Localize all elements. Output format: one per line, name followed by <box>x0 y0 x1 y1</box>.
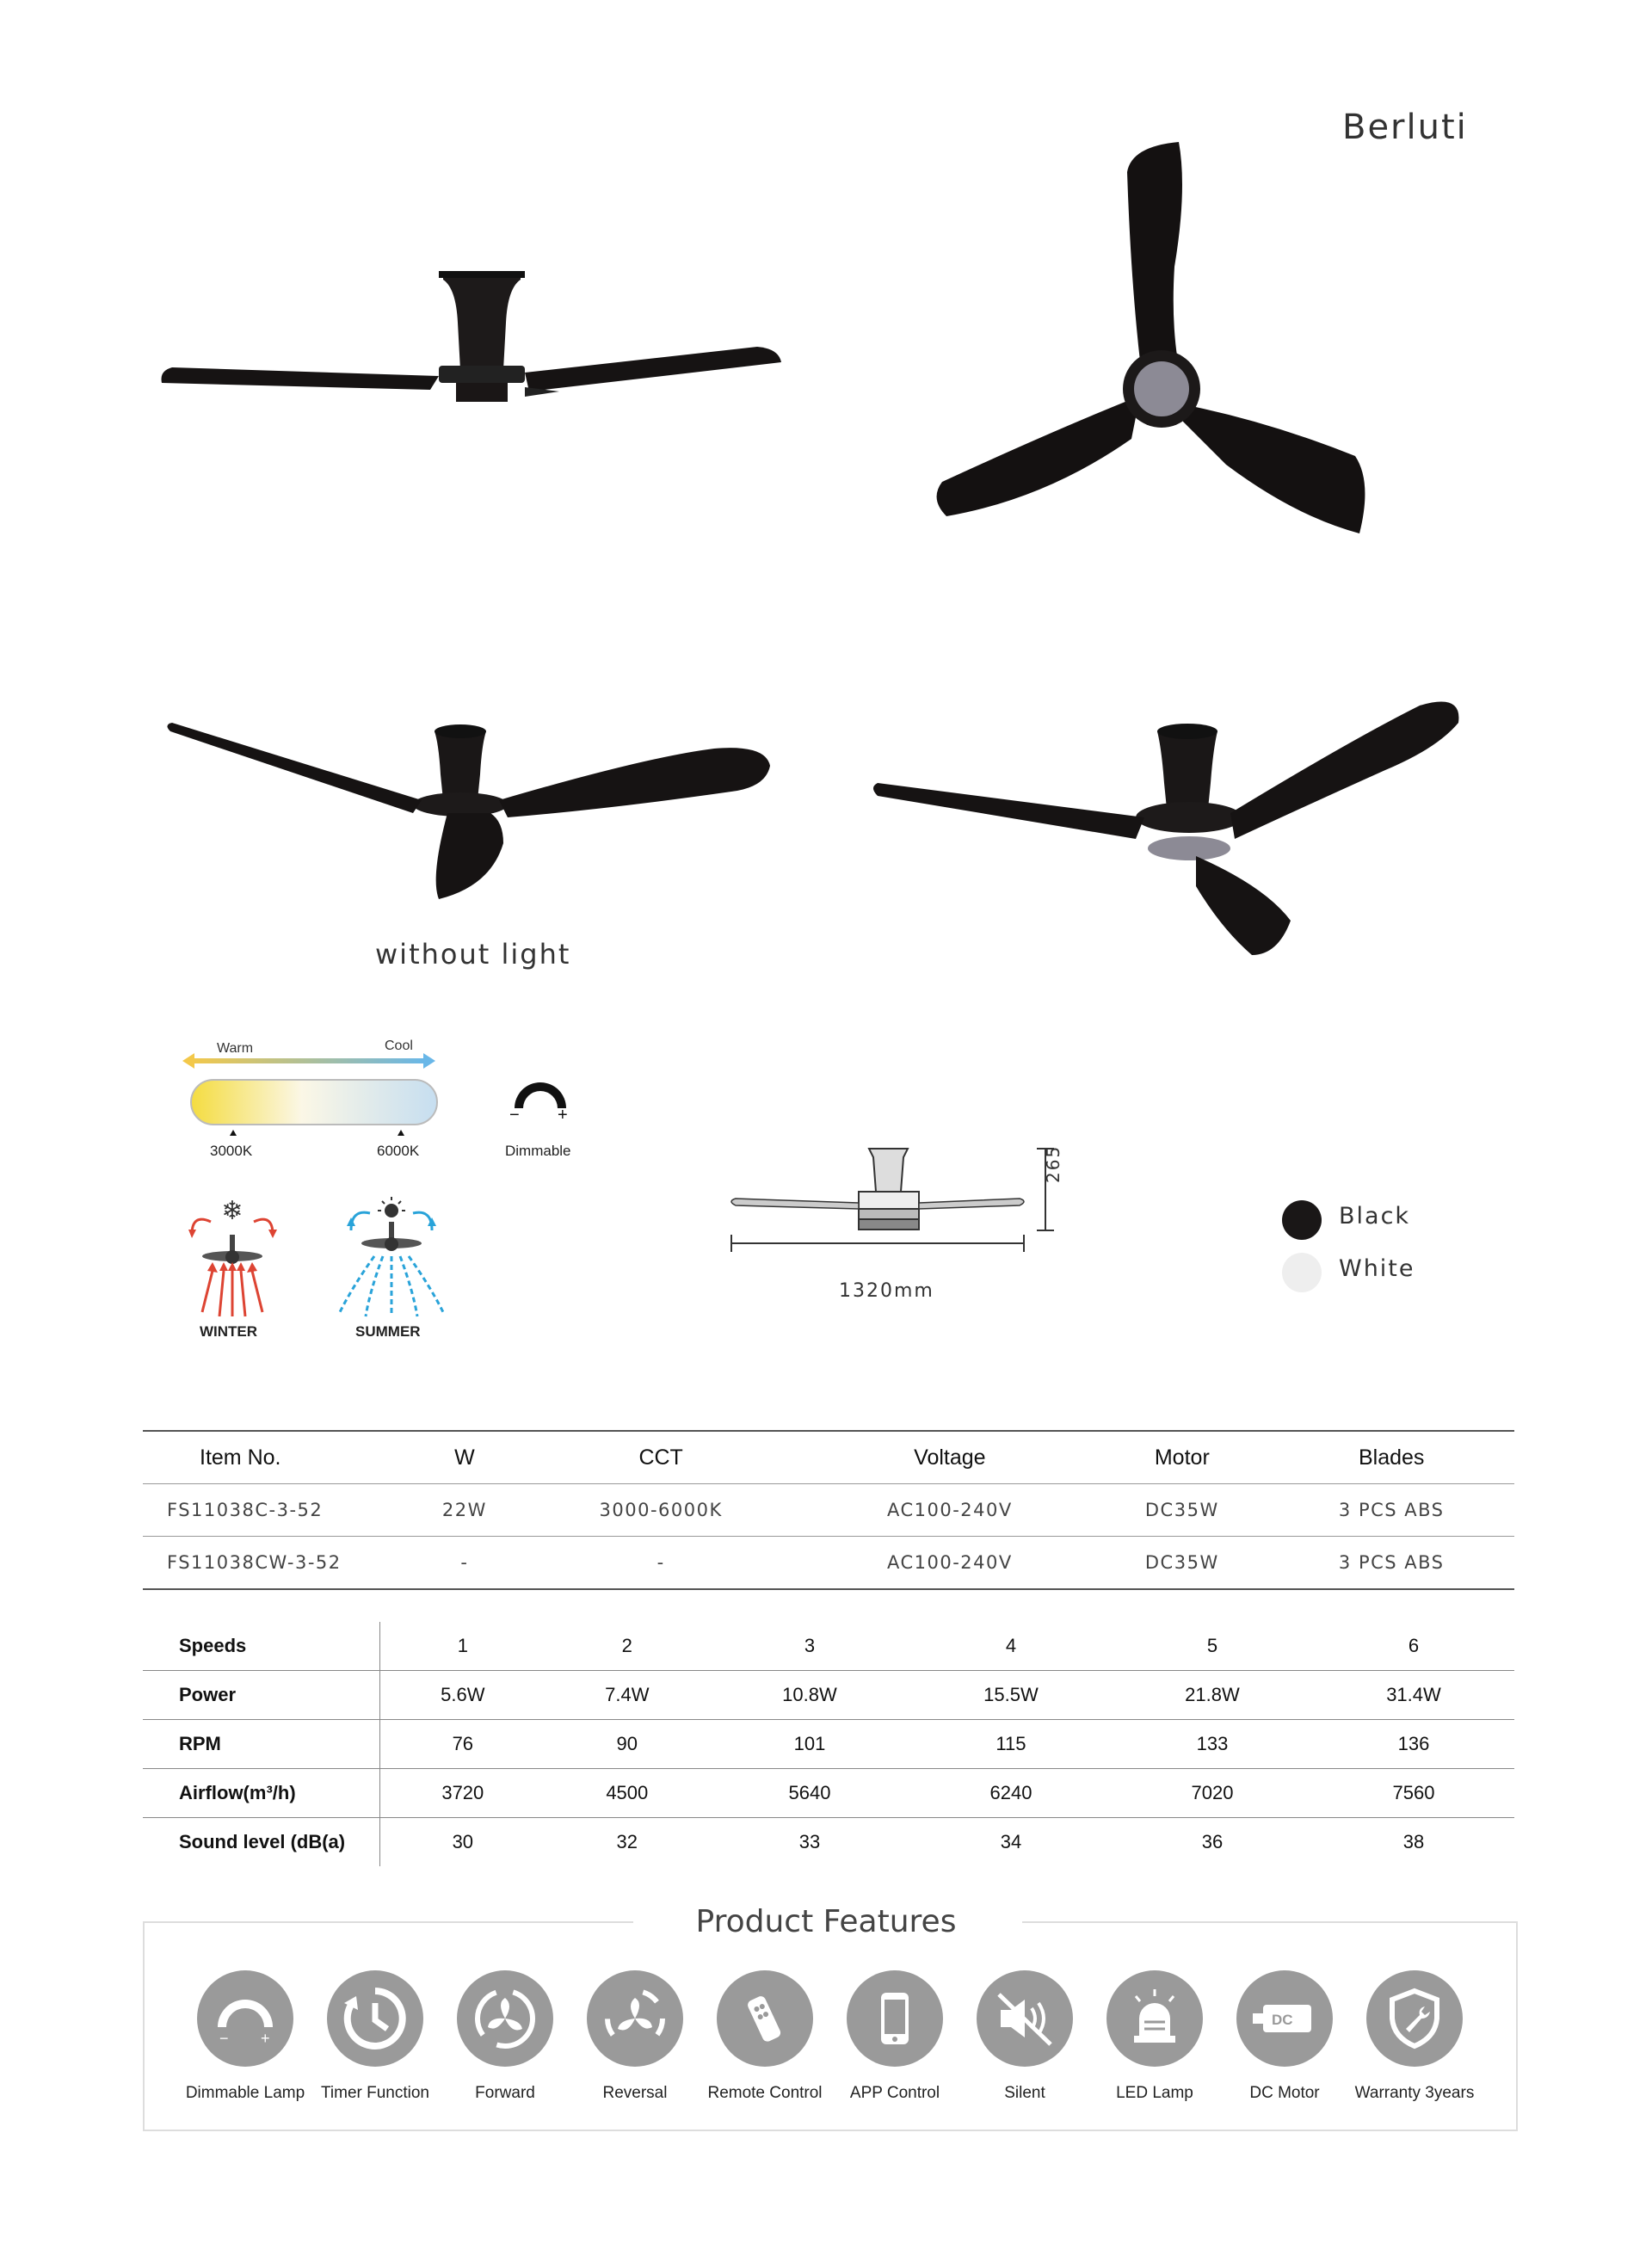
dimmable-icon <box>197 1970 293 2067</box>
table-row <box>143 1720 1514 1769</box>
dc-motor-icon <box>1236 1970 1333 2067</box>
speed-cell: 136 <box>1313 1720 1514 1769</box>
feature-item <box>1349 1970 1480 2103</box>
speed-cell: 4 <box>910 1622 1112 1671</box>
speed-cell: 76 <box>380 1720 546 1769</box>
dimmable-label: Dimmable <box>505 1143 571 1159</box>
winter-mode-icon <box>176 1192 288 1321</box>
brand-title: Berluti <box>1342 108 1468 147</box>
dimension-drawing <box>723 1144 1067 1299</box>
spec-header: CCT <box>638 1445 683 1470</box>
feature-item <box>440 1970 570 2103</box>
speed-cell: 7.4W <box>546 1671 709 1720</box>
spec-cell: AC100-240V <box>886 1552 1013 1573</box>
speed-cell: 38 <box>1402 1831 1425 1852</box>
feature-item <box>1089 1970 1220 2103</box>
remote-icon <box>717 1970 813 2067</box>
speed-cell: 33 <box>798 1831 821 1852</box>
feature-item <box>570 1970 700 2103</box>
table-row <box>143 1484 1514 1537</box>
spec-cell: 3 PCS ABS <box>1338 1500 1445 1520</box>
speed-cell: 90 <box>546 1720 709 1769</box>
speed-cell: 32 <box>616 1831 638 1852</box>
speed-row-label: Speeds <box>143 1622 380 1671</box>
speed-cell: 31.4W <box>1313 1671 1514 1720</box>
spec-header: Motor <box>1154 1445 1210 1470</box>
speed-cell: 10.8W <box>709 1671 910 1720</box>
speed-cell: 34 <box>1000 1831 1022 1852</box>
cct-cool-label: Cool <box>385 1039 413 1053</box>
color-label-white: White <box>1339 1255 1415 1282</box>
feature-item <box>959 1970 1090 2103</box>
spec-cell: 3 PCS ABS <box>1338 1552 1445 1573</box>
svg-text:❄: ❄ <box>221 1197 243 1225</box>
without-light-caption: without light <box>375 938 571 971</box>
feature-item <box>700 1970 830 2103</box>
speed-row-label: Sound level (dB(a) <box>143 1818 380 1867</box>
spec-header: W <box>454 1445 475 1470</box>
spec-header: Blades <box>1358 1445 1425 1470</box>
table-row <box>143 1671 1514 1720</box>
warranty-icon <box>1366 1970 1463 2067</box>
spec-cell: - <box>460 1552 469 1573</box>
fan-with-light-view-image <box>869 688 1471 964</box>
dimension-width-label: 1320mm <box>839 1280 934 1302</box>
table-row <box>143 1622 1514 1671</box>
speed-cell: 4500 <box>546 1769 709 1818</box>
speed-table <box>143 1622 1514 1866</box>
feature-label: Forward <box>475 2084 535 2102</box>
svg-text:+: + <box>261 2030 270 2047</box>
cct-high-label: 6000K <box>377 1143 420 1159</box>
forward-icon <box>457 1970 553 2067</box>
feature-label: Reversal <box>602 2084 668 2102</box>
speed-cell: 6 <box>1313 1622 1514 1671</box>
speed-cell: 5.6W <box>380 1671 546 1720</box>
spec-cell: DC35W <box>1144 1552 1219 1573</box>
feature-item <box>310 1970 441 2103</box>
speed-cell: 5 <box>1112 1622 1313 1671</box>
table-row <box>143 1537 1514 1590</box>
spec-header: Item No. <box>200 1445 281 1470</box>
fan-side-view-image <box>155 262 792 417</box>
table-row <box>143 1769 1514 1818</box>
speed-cell: 3720 <box>380 1769 546 1818</box>
speed-cell: 30 <box>452 1831 474 1852</box>
feature-item <box>180 1970 311 2103</box>
spec-header-row <box>143 1431 1514 1484</box>
speed-row-label: RPM <box>143 1720 380 1769</box>
spec-cell: 22W <box>441 1500 487 1520</box>
dimension-height-label: 265 <box>1043 1144 1063 1183</box>
feature-label: APP Control <box>849 2084 940 2102</box>
spec-cell: DC35W <box>1144 1500 1219 1520</box>
spec-table <box>143 1430 1514 1590</box>
dc-badge-text: DC <box>1272 2012 1293 2028</box>
spec-cell: FS11038CW-3-52 <box>167 1552 342 1573</box>
spec-header: Voltage <box>914 1445 986 1470</box>
dimmable-minus: − <box>509 1106 520 1125</box>
led-lamp-icon <box>1106 1970 1203 2067</box>
feature-label: Timer Function <box>321 2084 429 2102</box>
speed-cell: 3 <box>709 1622 910 1671</box>
color-swatch-white[interactable] <box>1282 1253 1322 1292</box>
fan-no-light-view-image <box>163 706 783 929</box>
feature-label: DC Motor <box>1249 2084 1320 2102</box>
feature-label: Remote Control <box>707 2084 823 2102</box>
speed-cell: 5640 <box>709 1769 910 1818</box>
cct-warm-label: Warm <box>217 1041 254 1056</box>
table-row <box>143 1818 1514 1867</box>
cct-low-label: 3000K <box>210 1143 253 1159</box>
spec-cell: FS11038C-3-52 <box>167 1500 324 1520</box>
feature-label: Dimmable Lamp <box>185 2084 305 2102</box>
silent-icon <box>977 1970 1073 2067</box>
timer-icon <box>327 1970 423 2067</box>
feature-label: Silent <box>1004 2084 1045 2102</box>
phone-icon <box>847 1970 943 2067</box>
speed-cell: 133 <box>1112 1720 1313 1769</box>
feature-item <box>1219 1970 1350 2103</box>
summer-mode-icon <box>336 1192 447 1321</box>
speed-cell: 6240 <box>910 1769 1112 1818</box>
speed-row-label: Power <box>143 1671 380 1720</box>
winter-label: WINTER <box>200 1323 258 1340</box>
dimmable-plus: + <box>558 1106 568 1125</box>
feature-item <box>829 1970 960 2103</box>
speed-cell: 115 <box>910 1720 1112 1769</box>
speed-cell: 1 <box>380 1622 546 1671</box>
speed-cell: 15.5W <box>910 1671 1112 1720</box>
speed-cell: 2 <box>546 1622 709 1671</box>
features-title: Product Features <box>695 1904 957 1939</box>
color-swatch-black[interactable] <box>1282 1200 1322 1240</box>
speed-cell: 21.8W <box>1112 1671 1313 1720</box>
speed-row-label: Airflow(m³/h) <box>143 1769 380 1818</box>
feature-label: Warranty 3years <box>1354 2084 1475 2102</box>
svg-text:−: − <box>219 2030 229 2047</box>
fan-bottom-view-image <box>925 138 1381 542</box>
color-label-black: Black <box>1339 1203 1411 1230</box>
spec-cell: - <box>656 1552 665 1573</box>
speed-cell: 7560 <box>1313 1769 1514 1818</box>
spec-cell: AC100-240V <box>886 1500 1013 1520</box>
feature-label: LED Lamp <box>1116 2084 1193 2102</box>
reversal-icon <box>587 1970 683 2067</box>
summer-label: SUMMER <box>355 1323 421 1340</box>
speed-cell: 36 <box>1201 1831 1224 1852</box>
speed-cell: 101 <box>709 1720 910 1769</box>
spec-cell: 3000-6000K <box>599 1500 723 1520</box>
speed-cell: 7020 <box>1112 1769 1313 1818</box>
